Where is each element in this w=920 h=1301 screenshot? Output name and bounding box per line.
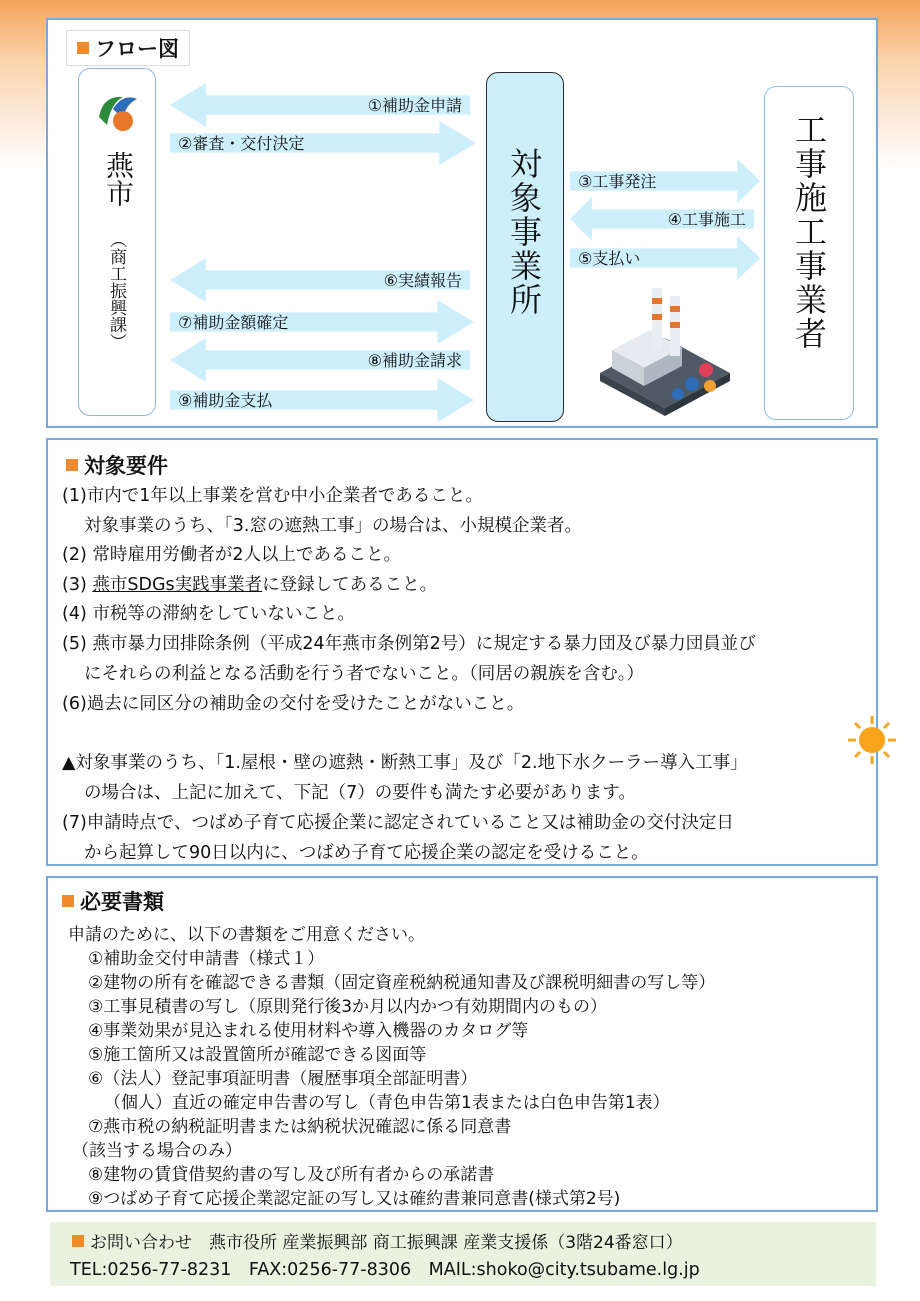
contact-line-1 xyxy=(72,1228,683,1253)
requirement-line: (7)申請時点で、つばめ子育て応援企業に認定されていること又は補助金の交付決定日 xyxy=(62,813,734,833)
requirement-line: にそれらの利益となる活動を行う者でないこと。（同居の親族を含む。） xyxy=(84,664,644,684)
requirements-heading xyxy=(66,450,168,480)
requirement-line: (6)過去に同区分の補助金の交付を受けたことがないこと。 xyxy=(62,694,525,714)
square-icon xyxy=(62,895,74,907)
arrow-label: ⑦補助金額確定 xyxy=(178,313,289,332)
arrow-label: ⑧補助金請求 xyxy=(367,351,462,370)
requirement-line: から起算して90日以内に、つばめ子育て応援企業の認定を受けること。 xyxy=(84,843,649,863)
flow-arrow-8 xyxy=(170,338,470,382)
factory-icon xyxy=(590,278,740,418)
requirement-line: の場合は、上記に加えて、下記（7）の要件も満たす必要があります。 xyxy=(84,783,636,803)
requirement-prefix: (3) xyxy=(62,575,93,595)
document-item: （該当する場合のみ） xyxy=(72,1141,242,1161)
contact-footer xyxy=(50,1222,876,1286)
contact-line-2: TEL:0256-77-8231 FAX:0256-77-8306 MAIL:shoko@city.tsubame.lg.jp xyxy=(70,1260,700,1280)
arrow-label: ②審査・交付決定 xyxy=(178,134,305,153)
documents-heading xyxy=(62,886,164,916)
contractor-box xyxy=(764,86,854,420)
document-item: ⑧建物の賃貸借契約書の写し及び所有者からの承諾書 xyxy=(88,1165,495,1185)
arrow-label: ③工事発注 xyxy=(578,172,657,191)
city-dept: （商工振興課） xyxy=(106,231,126,350)
documents-panel xyxy=(46,876,878,1212)
flow-arrow-6 xyxy=(170,258,470,302)
arrow-label: ⑤支払い xyxy=(578,249,641,268)
sun-icon xyxy=(846,714,898,766)
contact-label: お問い合わせ 燕市役所 産業振興部 商工振興課 産業支援係（3階24番窓口） xyxy=(90,1233,683,1253)
sdgs-link[interactable]: 燕市SDGs実践事業者 xyxy=(92,575,263,595)
document-item: ②建物の所有を確認できる書類（固定資産税納税通知書及び課税明細書の写し等） xyxy=(88,973,716,993)
center-box-label: 対象事業所 xyxy=(505,147,543,317)
requirement-line: (5) 燕市暴力団排除条例（平成24年燕市条例第2号）に規定する暴力団及び暴力団員並び xyxy=(62,634,756,654)
city-name: 燕市 xyxy=(102,151,135,207)
document-item: ⑦燕市税の納税証明書または納税状況確認に係る同意書 xyxy=(88,1117,512,1137)
flow-arrow-9 xyxy=(170,378,474,422)
square-icon xyxy=(77,42,89,54)
document-item: ④事業効果が見込まれる使用材料や導入機器のカタログ等 xyxy=(88,1021,529,1041)
document-item: ①補助金交付申請書（様式１） xyxy=(88,949,325,969)
square-icon xyxy=(66,459,78,471)
document-item: （個人）直近の確定申告書の写し（青色申告第1表または白色申告第1表） xyxy=(104,1093,670,1113)
contractor-box-label: 工事施工事業者 xyxy=(790,113,828,351)
arrow-label: ⑨補助金支払 xyxy=(178,391,273,410)
requirement-line: 対象事業のうち、「3.窓の遮熱工事」の場合は、小規模企業者。 xyxy=(84,516,582,536)
arrow-label: ①補助金申請 xyxy=(367,96,462,115)
flow-heading xyxy=(66,30,190,66)
flow-arrow-2 xyxy=(170,121,476,165)
requirement-line: (4) 市税等の滞納をしていないこと。 xyxy=(62,604,355,624)
requirements-title: 対象要件 xyxy=(84,454,168,478)
city-logo-icon xyxy=(93,87,141,135)
city-box xyxy=(78,68,156,416)
requirement-line: (1)市内で1年以上事業を営む中小企業者であること。 xyxy=(62,486,483,506)
requirement-line-3 xyxy=(62,571,437,596)
document-item: ⑥（法人）登記事項証明書（履歴事項全部証明書） xyxy=(88,1069,478,1089)
flow-arrow-4 xyxy=(570,197,754,241)
arrow-label: ⑥実績報告 xyxy=(383,271,462,290)
document-item: ③工事見積書の写し（原則発行後3か月以内かつ有効期間内のもの） xyxy=(88,997,608,1017)
requirement-line: ▲対象事業のうち、「1.屋根・壁の遮熱・断熱工事」及び「2.地下水クーラー導入工事」 xyxy=(62,753,748,773)
document-item: ⑤施工箇所又は設置箇所が確認できる図面等 xyxy=(88,1045,427,1065)
requirements-panel xyxy=(46,438,878,866)
documents-title: 必要書類 xyxy=(80,890,164,914)
center-box xyxy=(486,72,564,422)
requirement-line: (2) 常時雇用労働者が2人以上であること。 xyxy=(62,545,401,565)
square-icon xyxy=(72,1235,84,1247)
arrow-label: ④工事施工 xyxy=(667,210,746,229)
flow-title: フロー図 xyxy=(95,37,179,61)
flow-arrow-5 xyxy=(570,236,760,280)
documents-intro: 申請のために、以下の書類をご用意ください。 xyxy=(68,925,425,945)
document-item: ⑨つばめ子育て応援企業認定証の写し又は確約書兼同意書(様式第2号) xyxy=(88,1189,621,1209)
requirement-suffix: に登録してあること。 xyxy=(262,575,438,595)
flow-panel xyxy=(46,18,878,428)
